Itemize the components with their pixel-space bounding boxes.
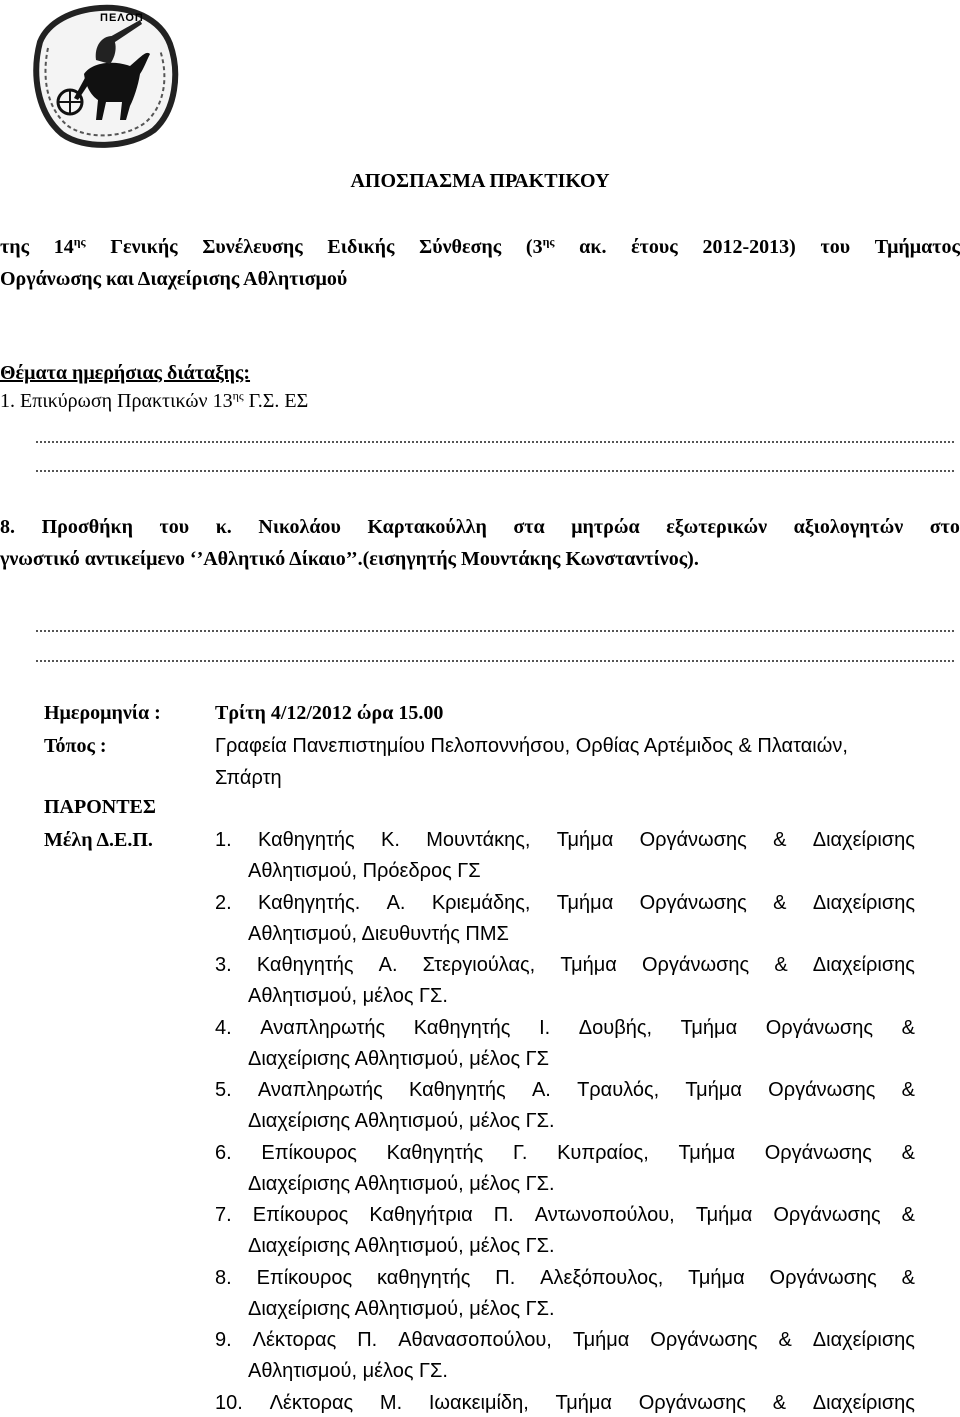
member-word: Καθηγήτρια xyxy=(369,1204,473,1226)
member-word: 8. xyxy=(215,1267,232,1289)
dotted-line xyxy=(36,630,954,632)
member-word: Τμήμα xyxy=(572,1329,630,1351)
member-item-line-2: Διαχείρισης Αθλητισμού, μέλος ΓΣ. xyxy=(248,1235,555,1257)
member-word: Π. xyxy=(495,1267,516,1289)
member-word: Διαχείρισης xyxy=(812,829,915,851)
member-word: Μουντάκης, xyxy=(426,829,531,851)
member-word: Π. xyxy=(493,1204,514,1226)
member-item-line-1 xyxy=(215,1329,915,1352)
subtitle-word: ακ. xyxy=(579,236,607,258)
date-value: Τρίτη 4/12/2012 ώρα 15.00 xyxy=(215,702,444,724)
agenda-item-8-line-1 xyxy=(0,516,960,539)
member-word: Καθηγητής. xyxy=(258,892,361,914)
member-word: Οργάνωσης xyxy=(765,1017,873,1039)
coin-emblem-icon xyxy=(22,2,182,150)
subtitle-word: Σύνθεσης xyxy=(419,236,502,258)
member-word: & xyxy=(901,1142,915,1164)
member-word: Α. xyxy=(531,1079,551,1101)
subtitle-word: Ειδικής xyxy=(327,236,395,258)
member-word: Κ. xyxy=(381,829,400,851)
agenda-item-1: 1. Επικύρωση Πρακτικών $13^{\eta\varsigma}$ Γ.Σ. ΕΣ xyxy=(0,388,309,412)
agenda-word: αξιολογητών xyxy=(793,516,904,538)
member-word: Μ. xyxy=(379,1392,403,1414)
member-word: Οργάνωσης xyxy=(639,829,747,851)
subtitle-line-2: Οργάνωσης και Διαχείρισης Αθλητισμού xyxy=(0,268,348,290)
member-word: 5. xyxy=(215,1079,232,1101)
agenda-word: 8. xyxy=(0,516,15,538)
member-word: Δουβής, xyxy=(578,1017,653,1039)
dotted-line xyxy=(36,660,954,662)
member-word: Επίκουρος xyxy=(256,1267,353,1289)
member-word: 7. xyxy=(215,1204,232,1226)
member-item-line-1 xyxy=(215,1392,915,1415)
agenda-word: Καρτακούλλη xyxy=(367,516,487,538)
agenda-word: του xyxy=(159,516,190,538)
member-word: Αθανασοπούλου, xyxy=(398,1329,552,1351)
place-value-line-2: Σπάρτη xyxy=(215,767,282,789)
member-word: Τμήμα xyxy=(678,1142,736,1164)
member-word: Οργάνωσης xyxy=(773,1204,881,1226)
agenda-word: Νικολάου xyxy=(258,516,341,538)
member-item-line-2: Αθλητισμού, μέλος ΓΣ. xyxy=(248,1360,448,1382)
member-item-line-1 xyxy=(215,1267,915,1290)
member-item-line-2: Αθλητισμού, Πρόεδρος ΓΣ xyxy=(248,860,481,882)
member-item-line-1 xyxy=(215,954,915,977)
member-word: Οργάνωσης xyxy=(638,1392,746,1414)
member-item-line-2: Διαχείρισης Αθλητισμού, μέλος ΓΣ. xyxy=(248,1173,555,1195)
member-word: καθηγητής xyxy=(377,1267,471,1289)
member-item-line-1 xyxy=(215,1079,915,1102)
member-word: & xyxy=(774,954,788,976)
member-word: Αναπληρωτής xyxy=(257,1079,383,1101)
document-title: ΑΠΟΣΠΑΣΜΑ ΠΡΑΚΤΙΚΟΥ xyxy=(350,170,610,192)
member-item-line-1 xyxy=(215,1142,915,1165)
member-word: Α. xyxy=(386,892,406,914)
member-word: Τμήμα xyxy=(560,954,617,976)
date-label: Ημερομηνία : xyxy=(44,702,161,724)
member-word: & xyxy=(772,1392,787,1414)
member-word: 3. xyxy=(215,954,232,976)
member-word: Διαχείρισης xyxy=(812,954,915,976)
member-word: 2. xyxy=(215,892,232,914)
member-word: Λέκτορας xyxy=(252,1329,337,1351)
member-item-line-2: Διαχείρισης Αθλητισμού, μέλος ΓΣ. xyxy=(248,1110,555,1132)
agenda-word: κ. xyxy=(215,516,232,538)
subtitle-word: 2012-2013) xyxy=(702,236,796,258)
member-word: Γ. xyxy=(513,1142,528,1164)
member-word: & xyxy=(773,892,787,914)
member-word: Οργάνωσης xyxy=(764,1142,872,1164)
agenda-word: Προσθήκη xyxy=(41,516,133,538)
member-word: Λέκτορας xyxy=(269,1392,354,1414)
member-word: Τραυλός, xyxy=(577,1079,660,1101)
member-word: 6. xyxy=(215,1142,232,1164)
member-word: Οργάνωσης xyxy=(769,1267,877,1289)
member-word: Τμήμα xyxy=(685,1079,742,1101)
member-word: 10. xyxy=(215,1392,243,1414)
logo-lettering: ΠΕΛΟΠ xyxy=(100,12,144,24)
subtitle-word: ($3^{\eta\varsigma}$ xyxy=(525,234,555,258)
member-word: & xyxy=(778,1329,792,1351)
member-word: 1. xyxy=(215,829,232,851)
member-word: Οργάνωσης xyxy=(650,1329,758,1351)
member-word: Κυπραίος, xyxy=(557,1142,649,1164)
member-word: & xyxy=(773,829,787,851)
member-word: Επίκουρος xyxy=(261,1142,357,1164)
agenda-word: μητρώα xyxy=(571,516,640,538)
members-label: Μέλη Δ.Ε.Π. xyxy=(44,829,153,851)
place-label: Τόπος : xyxy=(44,735,107,757)
member-word: Τμήμα xyxy=(556,829,614,851)
member-word: Καθηγητής xyxy=(386,1142,484,1164)
member-word: 9. xyxy=(215,1329,232,1351)
member-word: Ι. xyxy=(539,1017,551,1039)
agenda-heading: Θέματα ημερήσιας διάταξης: xyxy=(0,362,251,384)
dotted-line xyxy=(36,441,954,443)
member-word: Καθηγητής xyxy=(413,1017,511,1039)
member-word: Κριεμάδης, xyxy=(431,892,531,914)
subtitle-word: έτους xyxy=(631,236,678,258)
member-word: Αντωνοπούλου, xyxy=(534,1204,675,1226)
member-item-line-1 xyxy=(215,892,915,915)
subtitle-word: Συνέλευσης xyxy=(202,236,303,258)
member-word: 4. xyxy=(215,1017,232,1039)
subtitle-word: του xyxy=(820,236,851,258)
member-word: Τμήμα xyxy=(680,1017,738,1039)
dotted-line xyxy=(36,470,954,472)
member-word: Καθηγητής xyxy=(256,954,354,976)
member-item-line-2: Αθλητισμού, μέλος ΓΣ. xyxy=(248,985,448,1007)
member-word: Αλεξόπουλος, xyxy=(540,1267,664,1289)
subtitle-word: $14^{\eta\varsigma}$ xyxy=(53,234,86,258)
member-item-line-2: Διαχείρισης Αθλητισμού, μέλος ΓΣ xyxy=(248,1048,550,1070)
member-word: Καθηγητής xyxy=(258,829,355,851)
agenda-word: εξωτερικών xyxy=(666,516,768,538)
member-item-line-1 xyxy=(215,829,915,852)
member-word: Π. xyxy=(357,1329,378,1351)
member-word: Τμήμα xyxy=(688,1267,745,1289)
member-word: Τμήμα xyxy=(556,892,614,914)
member-word: Α. xyxy=(378,954,398,976)
member-word: & xyxy=(901,1204,915,1226)
university-logo xyxy=(22,2,182,150)
member-word: & xyxy=(901,1017,915,1039)
subtitle-line-1 xyxy=(0,236,960,259)
member-item-line-1 xyxy=(215,1017,915,1040)
agenda-item-8-line-2: γνωστικό αντικείμενο ‘’Αθλητικό Δίκαιο’’.(εισηγητής Μουντάκης Κωνσταντίνος). xyxy=(0,548,699,570)
subtitle-word: Τμήματος xyxy=(874,236,960,258)
present-label: ΠΑΡΟΝΤΕΣ xyxy=(44,796,156,818)
member-word: & xyxy=(901,1267,915,1289)
member-item-line-2: Αθλητισμού, Διευθυντής ΠΜΣ xyxy=(248,923,509,945)
agenda-word: στο xyxy=(929,516,960,538)
member-word: Τμήμα xyxy=(555,1392,612,1414)
member-word: Οργάνωσης xyxy=(639,892,747,914)
member-word: Ιωακειμίδη, xyxy=(428,1392,529,1414)
agenda-word: στα xyxy=(513,516,545,538)
member-word: Αναπληρωτής xyxy=(260,1017,386,1039)
member-word: Διαχείρισης xyxy=(812,892,915,914)
member-word: Τμήμα xyxy=(695,1204,753,1226)
member-word: Διαχείρισης xyxy=(812,1392,915,1414)
subtitle-word: Γενικής xyxy=(110,236,178,258)
member-word: Οργάνωσης xyxy=(768,1079,876,1101)
member-word: & xyxy=(901,1079,915,1101)
subtitle-word: της xyxy=(0,236,30,258)
place-value-line-1: Γραφεία Πανεπιστημίου Πελοποννήσου, Ορθίας Αρτέμιδος & Πλαταιών, xyxy=(215,735,848,757)
member-word: Στεργιούλας, xyxy=(422,954,536,976)
member-item-line-2: Διαχείρισης Αθλητισμού, μέλος ΓΣ. xyxy=(248,1298,555,1320)
member-word: Οργάνωσης xyxy=(641,954,750,976)
member-word: Καθηγητής xyxy=(409,1079,506,1101)
member-word: Διαχείρισης xyxy=(812,1329,915,1351)
member-word: Επίκουρος xyxy=(252,1204,349,1226)
member-item-line-1 xyxy=(215,1204,915,1227)
